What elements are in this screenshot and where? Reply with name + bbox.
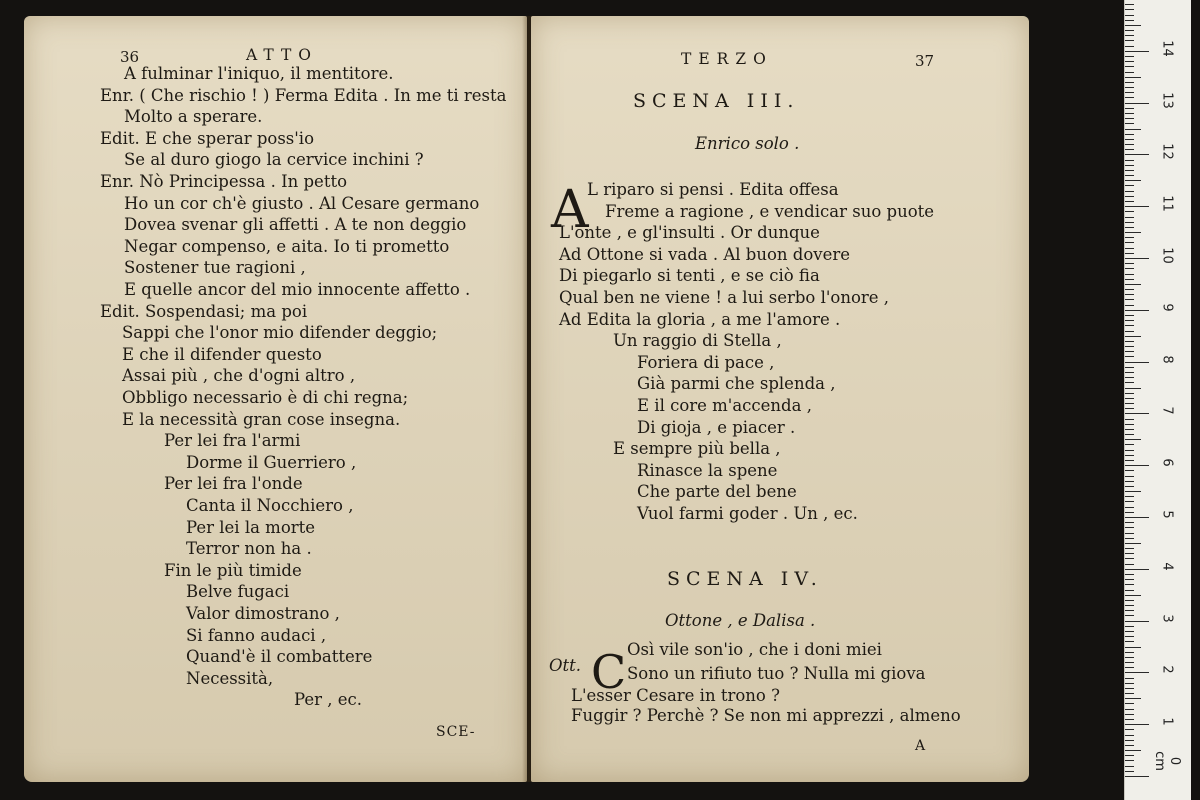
running-head: TERZO [681,50,773,68]
text-line: A fulminar l'iniquo, il mentitore. [124,64,394,83]
ruler-tick [1125,527,1134,528]
text-line: E sempre più bella , [613,439,781,459]
running-head: ATTO [246,46,319,64]
text-line: Necessità, [186,668,274,688]
ruler-tick [1125,709,1134,710]
ruler-tick [1125,263,1134,264]
left-page [24,16,527,782]
text-line: Obbligo necessario è di chi regna; [122,388,409,407]
ruler-tick [1125,460,1134,461]
ruler-tick [1125,237,1134,238]
ruler-tick [1125,367,1134,368]
ruler-tick [1125,40,1134,41]
ruler-tick [1125,760,1134,761]
ruler-tick [1125,486,1134,487]
ruler-tick [1125,160,1134,161]
ruler-tick [1125,683,1134,684]
ruler-tick [1125,258,1149,259]
scene-subtitle: Ottone , e Dalisa . [665,611,816,630]
ruler-label: 9 [1159,303,1175,312]
speaker-label: Ott. [549,656,582,675]
text-line: Osì vile son'io , che i doni miei [627,640,882,659]
text-line: Di gioja , e piacer . [637,417,796,437]
text-line: L'onte , e gl'insulti . Or dunque [559,223,820,243]
ruler-label: 0 cm [1152,751,1182,771]
ruler-tick [1125,248,1134,249]
ruler-tick [1125,253,1134,254]
ruler-tick [1125,129,1141,130]
ruler-tick [1125,66,1134,67]
ruler-tick [1125,740,1134,741]
ruler-tick [1125,444,1134,445]
ruler-tick [1125,232,1141,233]
ruler-tick [1125,398,1134,399]
ruler-tick [1125,735,1134,736]
text-line: Fin le più timide [164,560,302,580]
ruler-tick [1125,30,1134,31]
ruler-label: 13 [1159,91,1175,109]
ruler-tick [1125,341,1134,342]
ruler-tick [1125,274,1134,275]
ruler-tick [1125,693,1134,694]
ruler-tick [1125,429,1134,430]
ruler-tick [1125,403,1134,404]
ruler-tick [1125,325,1134,326]
ruler-tick [1125,667,1134,668]
ruler-tick [1125,424,1134,425]
ruler-tick [1125,113,1134,114]
ruler-tick [1125,82,1134,83]
text-line: Dorme il Guerriero , [186,452,357,472]
ruler-tick [1125,305,1134,306]
ruler-tick [1125,647,1141,648]
right-page [531,16,1029,782]
ruler-tick [1125,501,1134,502]
ruler-tick [1125,626,1134,627]
ruler-tick [1125,600,1134,601]
text-line: Foriera di pace , [637,352,775,372]
text-line: Edit. E che sperar poss'io [100,128,315,148]
ruler-tick [1125,20,1134,21]
ruler-tick [1125,56,1134,57]
ruler-tick [1125,703,1134,704]
ruler-tick [1125,15,1134,16]
text-line: Ad Edita la gloria , a me l'amore . [559,309,841,329]
ruler-tick [1125,641,1134,642]
ruler-label: 1 [1159,717,1175,726]
text-line: E che il difender questo [122,344,322,364]
ruler-tick [1125,103,1149,104]
ruler-tick [1125,766,1134,767]
ruler-tick [1125,533,1134,534]
text-line: E la necessità gran cose insegna. [122,409,401,429]
ruler-tick [1125,201,1134,202]
ruler-tick [1125,584,1134,585]
ruler-tick [1125,170,1134,171]
text-line: L riparo si pensi . Edita offesa [587,180,839,199]
text-line: Enr. ( Che rischio ! ) Ferma Edita . In me ti resta [100,85,507,105]
ruler-label: 5 [1159,510,1175,519]
ruler-tick [1125,165,1134,166]
ruler-tick [1125,362,1149,363]
ruler-tick [1125,372,1134,373]
ruler-tick [1125,51,1149,52]
text-line: Per lei fra l'onde [164,474,303,494]
ruler-label: 7 [1159,406,1175,416]
text-line: Se al duro giogo la cervice inchini ? [124,150,424,170]
drop-cap: A [551,180,589,240]
ruler-tick [1125,408,1134,409]
ruler-tick [1125,512,1134,513]
ruler-tick [1125,724,1149,725]
text-line: Freme a ragione , e vendicar suo puote [605,201,935,221]
text-line: Ho un cor ch'è giusto . Al Cesare germano [124,193,480,213]
text-line: Valor dimostrano , [186,604,340,623]
ruler-tick [1125,476,1134,477]
ruler-label: 8 [1159,354,1175,364]
text-line: Negar compenso, e aita. Io ti prometto [124,236,450,256]
text-line: Che parte del bene [637,482,797,502]
ruler-label: 6 [1159,458,1175,467]
ruler-tick [1125,496,1134,497]
ruler-tick [1125,652,1134,653]
ruler-tick [1125,590,1134,591]
ruler-label: 14 [1159,40,1175,57]
ruler-label: 4 [1159,562,1175,571]
ruler-tick [1125,25,1141,26]
text-line: Enr. Nò Principessa . In petto [100,172,348,191]
ruler-tick [1125,419,1134,420]
page-number: 37 [915,52,935,70]
ruler-tick [1125,175,1134,176]
ruler-tick [1125,517,1149,518]
ruler-tick [1125,569,1149,570]
text-line: Ad Ottone si vada . Al buon dovere [559,244,851,264]
ruler-tick [1125,434,1134,435]
ruler-tick [1125,688,1134,689]
ruler-tick [1125,631,1134,632]
text-line: Qual ben ne viene ! a lui serbo l'onore , [559,288,890,307]
ruler-tick [1125,470,1134,471]
ruler-tick [1125,144,1134,145]
text-line: Edit. Sospendasi; ma poi [100,301,308,321]
drop-cap: C [591,645,627,699]
ruler-tick [1125,92,1134,93]
ruler-tick [1125,46,1134,47]
ruler-tick [1125,771,1134,772]
ruler-tick [1125,574,1134,575]
ruler-tick [1125,755,1134,756]
ruler-tick [1125,315,1134,316]
ruler-tick [1125,356,1134,357]
ruler-tick [1125,615,1134,616]
ruler-tick [1125,217,1134,218]
text-line: Terror non ha . [186,539,312,559]
ruler-tick [1125,382,1134,383]
ruler-tick [1125,558,1134,559]
text-line: Rinasce la spene [637,460,778,480]
ruler-tick [1125,191,1134,192]
ruler-tick [1125,579,1134,580]
ruler-tick [1125,507,1134,508]
ruler-tick [1125,450,1134,451]
ruler-tick [1125,206,1149,207]
ruler-tick [1125,750,1141,751]
ruler-tick [1125,439,1141,440]
ruler-tick [1125,522,1134,523]
ruler-tick [1125,548,1134,549]
text-line: Dovea svenar gli affetti . A te non deggio [124,215,467,235]
text-line: Sono un rifiuto tuo ? Nulla mi giova [627,664,926,683]
ruler-tick [1125,180,1141,181]
ruler-tick [1125,196,1134,197]
text-line: Canta il Nocchiero , [186,496,354,515]
text-line: L'esser Cesare in trono ? [571,686,780,705]
scene-title: SCENA III. [633,90,800,112]
ruler-tick [1125,294,1134,295]
ruler-tick [1125,123,1134,124]
text-line: Molto a sperare. [124,107,263,127]
ruler-tick [1125,465,1149,466]
text-line: Per lei la morte [186,517,316,537]
ruler-tick [1125,149,1134,150]
text-line: Vuol farmi goder . Un , ec. [637,504,858,523]
ruler-tick [1125,605,1134,606]
ruler-tick [1125,77,1141,78]
ruler-tick [1125,35,1134,36]
ruler-tick [1125,154,1149,155]
text-line: Un raggio di Stella , [613,331,782,351]
ruler-tick [1125,455,1134,456]
ruler-tick [1125,331,1134,332]
scene-subtitle: Enrico solo . [695,134,800,153]
ruler-tick [1125,719,1134,720]
ruler-tick [1125,543,1141,544]
ruler-tick [1125,134,1134,135]
ruler-tick [1125,636,1134,637]
ruler-tick [1125,481,1134,482]
ruler-tick [1125,346,1134,347]
ruler-tick [1125,108,1134,109]
ruler-tick [1125,610,1134,611]
ruler-label: 2 [1159,665,1175,675]
ruler-tick [1125,185,1134,186]
text-line: E quelle ancor del mio innocente affetto . [124,280,471,299]
text-line: E il core m'accenda , [637,396,812,415]
ruler-tick [1125,678,1134,679]
ruler-tick [1125,9,1134,10]
ruler-tick [1125,413,1149,414]
ruler-tick [1125,595,1141,596]
catchword: SCE- [436,724,476,740]
ruler-tick [1125,4,1134,5]
ruler-label: 10 [1159,247,1175,264]
text-line: Fuggir ? Perchè ? Se non mi apprezzi , almeno [571,706,961,725]
ruler-tick [1125,289,1134,290]
ruler-tick [1125,714,1134,715]
ruler-tick [1125,729,1134,730]
ruler-tick [1125,320,1134,321]
ruler-tick [1125,351,1134,352]
ruler-tick [1125,310,1149,311]
text-line: Per , ec. [294,690,362,710]
text-line: Di piegarlo si tenti , e se ciò fia [559,266,820,286]
ruler-tick [1125,72,1134,73]
ruler-tick [1125,776,1149,777]
ruler-tick [1125,745,1134,746]
ruler-label: 12 [1159,143,1175,161]
text-line: Sostener tue ragioni , [124,258,306,278]
text-line: Si fanno audaci , [186,625,327,645]
ruler-tick [1125,672,1149,673]
ruler-tick [1125,657,1134,658]
ruler-tick [1125,222,1134,223]
ruler-tick [1125,553,1134,554]
ruler-tick [1125,87,1134,88]
ruler-tick [1125,242,1134,243]
text-line: Già parmi che splenda , [637,374,836,394]
ruler-tick [1125,118,1134,119]
ruler-tick [1125,139,1134,140]
ruler-tick [1125,621,1149,622]
ruler-tick [1125,388,1141,389]
text-line: Quand'è il combattere [186,647,373,667]
ruler-tick [1125,336,1141,337]
ruler-tick [1125,279,1134,280]
ruler-tick [1125,61,1134,62]
measuring-ruler [1124,0,1191,800]
ruler-tick [1125,564,1134,565]
scene-title: SCENA IV. [667,568,823,590]
text-line: Belve fugaci [186,582,290,602]
ruler-tick [1125,662,1134,663]
text-line: Sappi che l'onor mio difender deggio; [122,323,438,343]
catchword: A [915,738,927,754]
text-line: Per lei fra l'armi [164,431,301,451]
ruler-tick [1125,284,1141,285]
ruler-tick [1125,268,1134,269]
ruler-tick [1125,377,1134,378]
text-line: Assai più , che d'ogni altro , [122,366,356,386]
ruler-tick [1125,491,1141,492]
ruler-tick [1125,227,1134,228]
ruler-tick [1125,393,1134,394]
page-number: 36 [120,48,140,66]
ruler-label: 3 [1159,613,1175,623]
ruler-tick [1125,698,1141,699]
ruler-tick [1125,97,1134,98]
ruler-tick [1125,538,1134,539]
ruler-tick [1125,211,1134,212]
ruler-tick [1125,299,1134,300]
ruler-label: 11 [1159,195,1175,212]
